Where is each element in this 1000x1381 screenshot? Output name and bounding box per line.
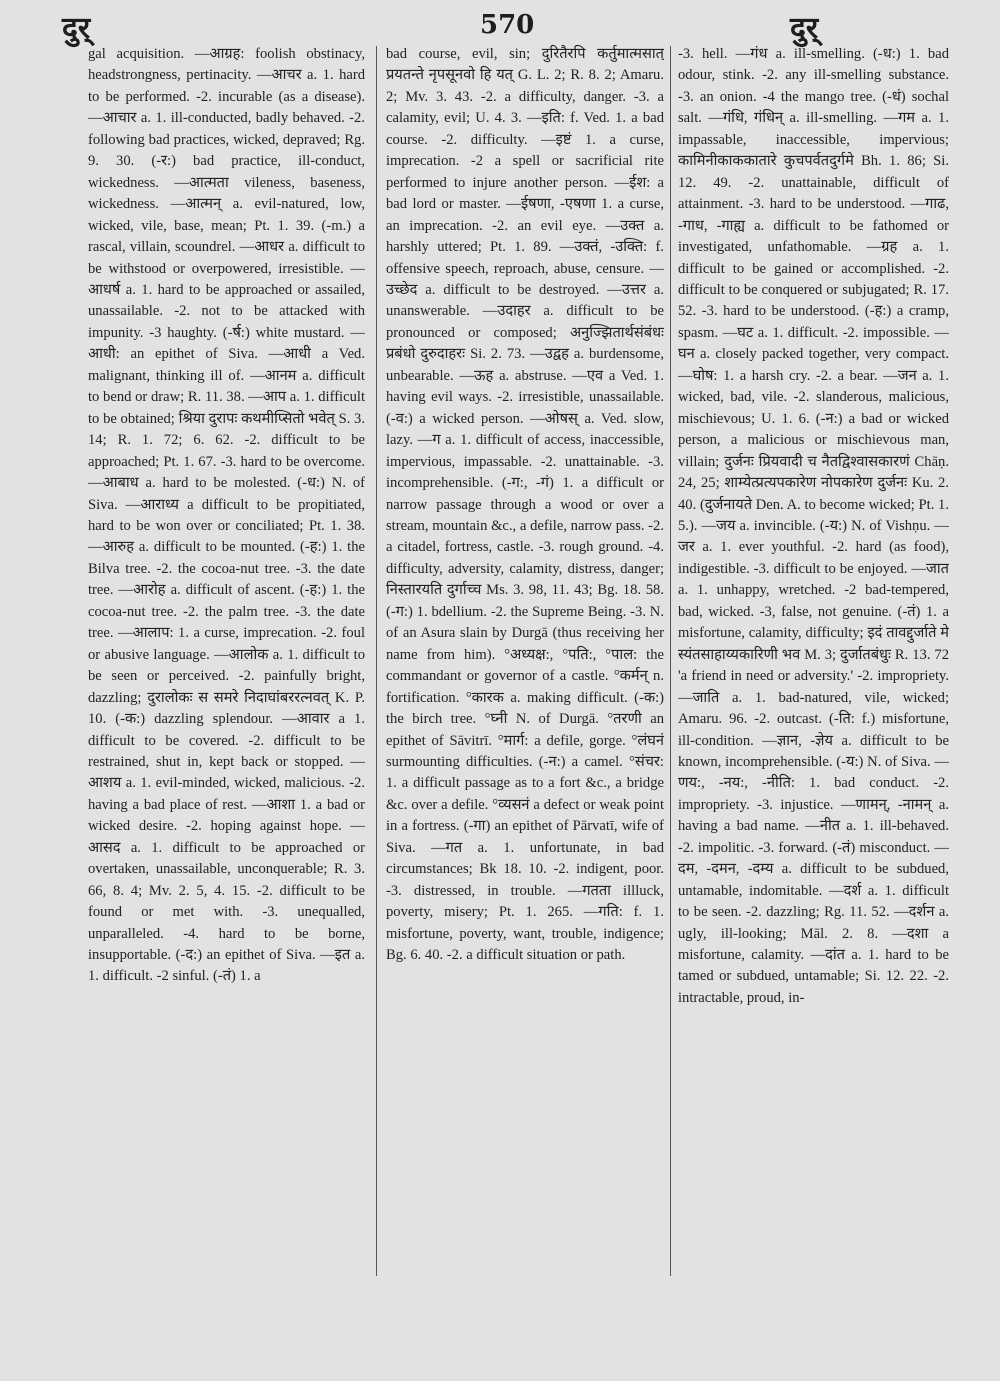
- column-3-text: -3. hell. —गंध a. ill-smelling. (-ध:) 1. bad odour, stink. -2. any ill-smelling substance. -3. an onion. -4 the mango tree. (-धं) sochal salt. —गंधि, गंधिन् a. ill-smelling. —गम a. 1. impassable, inaccessible, impervious; कामिनीकाककातारे कुचपर्वतदुर्गमे Bh. 1. 86; Si. 12. 49. -2. unattainable, difficult of attainment. -3. hard to be understood. —गाढ, -गाध, -गाह्य a. difficult to be fathomed or investigated, unfathomable. —ग्रह a. 1. difficult to be gained or accomplished. -2. difficult to be conquered or subjugated; R. 17. 52. -3. hard to be understood. (-ह:) a cramp, spasm. —घट a. 1. difficult. -2. impossible. —घन a. closely packed together, very compact. —घोष: 1. a harsh cry. -2. a bear. —जन a. 1. wicked, bad, vile. -2. slanderous, malicious, mischievous; U. 1. 6. (-न:) a bad or wicked person, a malicious or mischievous man, villain; दुर्जनः प्रियवादी च नैतद्विश्वासकारणं Chāṇ. 24, 25; शाम्येत्प्रत्यपकारेण नोपकारेण दुर्जनः Ku. 2. 40. (दुर्जनायते Den. A. to become wicked; Pt. 1. 5.). —जय a. invincible. (-य:) N. of Vishṇu. —जर a. 1. ever youthful. -2. hard (as food), indigestible. -3. difficult to be enjoyed. —जात a. 1. unhappy, wretched. -2 bad-tempered, bad, wicked. -3, false, not genuine. (-तं) 1. a misfortune, calamity, difficulty; इदं तावद्दुर्जाते मे स्यंतसाहाय्यकारिणी भव M. 3; दुर्जातबंधुः R. 13. 72 'a friend in need or adversity.' -2. impropriety. —जाति a. 1. bad-natured, vile, wicked; Amaru. 96. -2. outcast. (-ति: f.) misfortune, ill-condition. —ज्ञान, -ज्ञेय a. difficult to be known, incomprehensible. (-य:) N. of Siva. —णय:, -नय:, -नीति: 1. bad conduct. -2. impropriety. -3. injustice. —णामन्, -नामन् a. having a bad name. —नीत a. 1. ill-behaved. -2. impolitic. -3. forward. (-तं) misconduct. —दम, -दमन, -दम्य a. difficult to be subdued, untamable, indomitable. —दर्श a. 1. difficult to be seen. -2. dazzling; Rg. 11. 52. —दर्शन a. ugly, ill-looking; Māl. 2. 8. —दशा a misfortune, calamity. —दांत a. 1. hard to be tamed or subdued, untamable; Si. 12. 22. -2. intractable, proud, in-: [678, 46, 949, 1006]
- running-headword-right: दुर्: [790, 11, 819, 46]
- text-column-1: [88, 44, 365, 1294]
- column-2-text: bad course, evil, sin; दुरितैरपि कर्तुमात्मसात् प्रयतन्ते नृपसूनवो हि यत् G. L. 2; R. 8. 2; Amaru. 2; Mv. 3. 43. -2. a difficulty, danger. -3. a calamity, evil; U. 4. 3. —इति: f. Ved. 1. a bad course. -2. difficulty. —इष्टं 1. a curse, imprecation. -2 a spell or sacrificial rite performed to injure another person. —ईश: a bad lord or master. —ईषणा, -एषणा 1. a curse, an imprecation. -2. an evil eye. —उक्त a. harshly uttered; Pt. 1. 89. —उक्तं, -उक्ति: f. offensive speech, reproach, abuse, censure. —उच्छेद a. difficult to be destroyed. —उत्तर a. unanswerable. —उदाहर a. difficult to be pronounced or composed; अनुज्झितार्थसंबंधः प्रबंधो दुरुदाहरः Si. 2. 73. —उद्वह a. burdensome, unbearable. —ऊह a. abstruse. —एव a Ved. 1. having evil ways. -2. irresistible, unassailable. (-व:) a wicked person. —ओषस् a. Ved. slow, lazy. —ग a. 1. difficult of access, inaccessible, impervious, impassable. -2. unattainable. -3. incomprehensible. (-ग:, -गं) 1. a difficult or narrow passage through a wood or over a stream, mountain &c., a defile, narrow pass. -2. a citadel, fortress, castle. -3. rough ground. -4. difficulty, adversity, calamity, distress, danger; निस्तारयति दुर्गाच्च Ms. 3. 98, 11. 43; Bg. 18. 58. (-ग:) 1. bdellium. -2. the Supreme Being. -3. N. of an Asura slain by Durgā (thus receiving her name from him). °अध्यक्ष:, °पति:, °पाल: the commandant or governor of a castle. °कर्मन् n. fortification. °कारक a. making difficult. (-क:) the birch tree. °घ्नी N. of Durgā. °तरणी an epithet of Sāvitrī. °मार्ग: a defile, gorge. °लंघनं surmounting difficulties. (-न:) a camel. °संचर: 1. a difficult passage as to a fort &c., a bridge &c. over a defile. °व्यसनं a defect or weak point in a fortress. (-गा) an epithet of Pārvatī, wife of Siva. —गत a. 1. unfortunate, in bad circumstances; Bk 18. 10. -2. indigent, poor. -3. distressed, in trouble. —गतता illluck, poverty, misery; Pt. 1. 265. —गति: f. 1. misfortune, poverty, want, trouble, indigence; Bg. 6. 40. -2. a difficult situation or path.: [386, 46, 664, 964]
- column-divider: [670, 46, 671, 1276]
- column-1-text: gal acquisition. —आग्रह: foolish obstinacy, headstrongness, pertinacity. —आचर a. 1. hard to be performed. -2. incurable (as a disease). —आचार a. 1. ill-conducted, badly behaved. -2. following bad practices, wicked, depraved; Rg. 9. 30. (-र:) bad practice, ill-conduct, wickedness. —आत्मता vileness, baseness, wickedness. —आत्मन् a. evil-natured, low, wicked, vile, base, mean; Pt. 1. 39. (-m.) a rascal, villain, scoundrel. —आधर a. difficult to be withstood or overpowered, irresistible. —आधर्ष a. 1. hard to be approached or assailed, unassailable. -2. not to be attacked with impunity. -3 haughty. (-र्ष:) white mustard. —आधी: an epithet of Siva. —आधी a Ved. malignant, thinking ill of. —आनम a. difficult to bend or draw; R. 11. 38. —आप a. 1. difficult to be obtained; श्रिया दुरापः कथमीप्सितो भवेत् S. 3. 14; R. 1. 72; 6. 62. -2. difficult to be approached; Pt. 1. 67. -3. hard to be overcome. —आबाध a. hard to be molested. (-ध:) N. of Siva. —आराध्य a difficult to be propitiated, hard to be won over or conciliated; Pt. 1. 38. —आरुह a. difficult to be mounted. (-ह:) 1. the Bilva tree. -2. the cocoa-nut tree. -3. the date tree. —आरोह a. difficult of ascent. (-ह:) 1. the cocoa-nut tree. -2. the palm tree. -3. the date tree. —आलाप: 1. a curse, imprecation. -2. foul or abusive language. —आलोक a. 1. difficult to be seen or perceived. -2. painfully bright, dazzling; दुरालोकः स समरे निदाघांबररत्नवत् K. P. 10. (-क:) dazzling splendour. —आवार a 1. difficult to be covered. -2. difficult to be restrained, shut in, kept back or stopped. —आशय a. 1. evil-minded, wicked, malicious. -2. having a bad place of rest. —आशा 1. a bad or wicked desire. -2. hoping against hope. —आसद a. 1. difficult to be approached or overtaken, unassailable, unconquerable; R. 3. 66, 8. 4; Mv. 2. 5, 4. 15. -2. difficult to be found or met with. -3. unequalled, unparalleled. -4. hard to be borne, insupportable. (-द:) an epithet of Siva. —इत a. 1. difficult. -2 sinful. (-तं) 1. a: [88, 46, 365, 985]
- running-headword-left: दुर्: [62, 11, 91, 46]
- column-divider: [376, 46, 377, 1276]
- text-column-3: [678, 44, 949, 1294]
- page-number: 570: [480, 10, 535, 40]
- text-column-2: [386, 44, 664, 1294]
